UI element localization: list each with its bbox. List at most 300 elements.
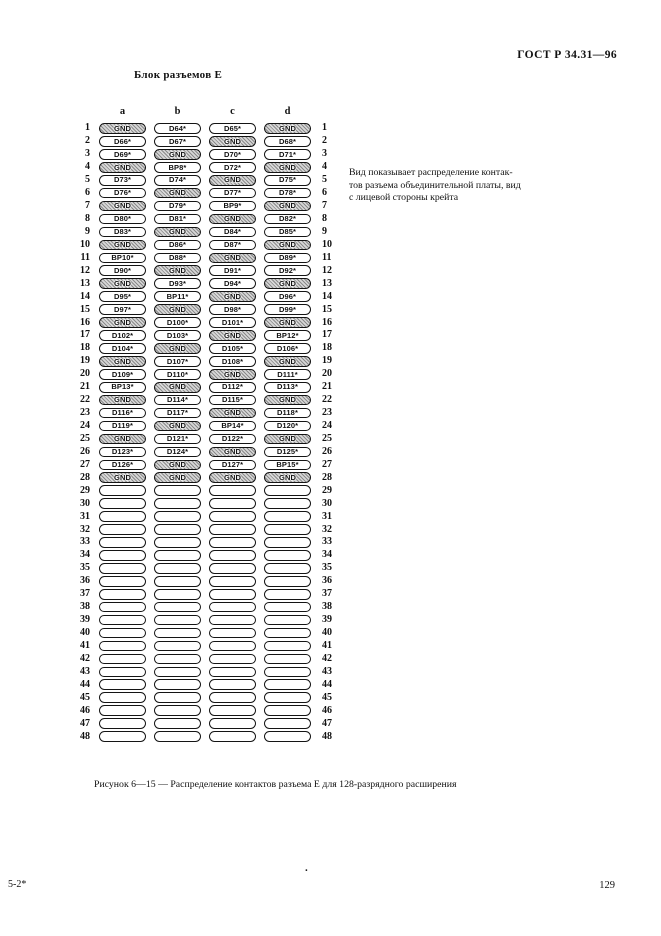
- row-number-left: 16: [80, 316, 90, 328]
- pin-cell: [205, 253, 260, 264]
- pin-label: D67*: [168, 136, 187, 146]
- pin-cell: [150, 330, 205, 341]
- pin-label: D118*: [277, 408, 298, 418]
- pin-36a: [99, 576, 146, 587]
- pin-20c: [209, 369, 256, 380]
- pin-46a: [99, 705, 146, 716]
- pin-label: GND: [224, 253, 241, 263]
- pin-label: GND: [279, 356, 296, 366]
- pin-row: [75, 122, 341, 135]
- pin-label: GND: [114, 162, 131, 172]
- pin-cell: [205, 654, 260, 665]
- pin-cell: [260, 550, 315, 561]
- pin-15d: [264, 304, 311, 315]
- pin-cell: [95, 537, 150, 548]
- pin-28a: [99, 472, 146, 483]
- pin-label: D86*: [168, 240, 187, 250]
- pin-cell: [205, 240, 260, 251]
- pin-11b: [154, 253, 201, 264]
- pin-33d: [264, 537, 311, 548]
- pin-cell: [150, 679, 205, 690]
- row-number-left: 47: [80, 717, 90, 729]
- pin-cell: [260, 434, 315, 445]
- pin-label: D101*: [221, 317, 244, 327]
- row-number-right: 9: [322, 225, 327, 237]
- pin-cell: [150, 149, 205, 160]
- pin-cell: [95, 718, 150, 729]
- pin-42c: [209, 654, 256, 665]
- pin-24d: [264, 421, 311, 432]
- pin-row: [75, 238, 341, 251]
- pin-21a: [99, 382, 146, 393]
- pin-label: GND: [224, 408, 241, 418]
- pin-cell: [95, 123, 150, 134]
- pin-18d: [264, 343, 311, 354]
- pin-cell: [205, 615, 260, 626]
- pin-row: [75, 200, 341, 213]
- pin-label: GND: [224, 369, 241, 379]
- pin-47c: [209, 718, 256, 729]
- pin-cell: [205, 511, 260, 522]
- row-number-left: 3: [85, 148, 90, 160]
- pin-37a: [99, 589, 146, 600]
- pin-37d: [264, 589, 311, 600]
- pin-label: D106*: [276, 343, 299, 353]
- pin-cell: [260, 421, 315, 432]
- pin-11a: [99, 253, 146, 264]
- pin-row: [75, 226, 341, 239]
- row-number-left: 29: [80, 484, 90, 496]
- pin-cell: [150, 408, 205, 419]
- pin-label: GND: [114, 356, 131, 366]
- pin-cell: [150, 253, 205, 264]
- row-number-right: 45: [322, 691, 332, 703]
- pin-4c: [209, 162, 256, 173]
- pin-18b: [154, 343, 201, 354]
- row-number-left: 2: [85, 135, 90, 147]
- pin-cell: [95, 434, 150, 445]
- pin-label: GND: [169, 421, 186, 431]
- pin-45c: [209, 692, 256, 703]
- pin-cell: [205, 563, 260, 574]
- pin-row: [75, 730, 341, 743]
- pin-26a: [99, 447, 146, 458]
- pin-cell: [205, 667, 260, 678]
- pin-29d: [264, 485, 311, 496]
- pin-cell: [260, 369, 315, 380]
- pin-8b: [154, 214, 201, 225]
- pin-row: [75, 187, 341, 200]
- row-number-right: 16: [322, 316, 332, 328]
- pin-cell: [150, 472, 205, 483]
- pin-14b: [154, 291, 201, 302]
- pin-30c: [209, 498, 256, 509]
- pin-label: GND: [114, 395, 131, 405]
- row-number-left: 38: [80, 601, 90, 613]
- pin-label: GND: [114, 473, 131, 483]
- pin-label: GND: [224, 291, 241, 301]
- pin-5d: [264, 175, 311, 186]
- pin-6c: [209, 188, 256, 199]
- row-number-right: 47: [322, 717, 332, 729]
- row-number-left: 34: [80, 549, 90, 561]
- pin-row: [75, 562, 341, 575]
- pin-label: D114*: [167, 395, 188, 405]
- pin-cell: [205, 537, 260, 548]
- pin-row: [75, 497, 341, 510]
- pin-24a: [99, 421, 146, 432]
- pin-cell: [95, 291, 150, 302]
- pin-cell: [260, 382, 315, 393]
- pin-13b: [154, 278, 201, 289]
- pin-cell: [95, 356, 150, 367]
- pin-40b: [154, 628, 201, 639]
- pin-label: D113*: [277, 382, 298, 392]
- pin-27c: [209, 460, 256, 471]
- row-number-left: 14: [80, 290, 90, 302]
- pin-35d: [264, 563, 311, 574]
- pin-label: GND: [169, 473, 186, 483]
- pin-41c: [209, 641, 256, 652]
- pin-31b: [154, 511, 201, 522]
- pin-row: [75, 640, 341, 653]
- page-number: 129: [599, 880, 615, 891]
- pin-cell: [260, 615, 315, 626]
- row-number-right: 21: [322, 381, 332, 393]
- row-number-left: 9: [85, 225, 90, 237]
- pin-label: D117*: [167, 408, 188, 418]
- row-number-left: 44: [80, 678, 90, 690]
- pin-4a: [99, 162, 146, 173]
- pin-label: D68*: [278, 136, 297, 146]
- row-number-left: 22: [80, 394, 90, 406]
- pin-6a: [99, 188, 146, 199]
- pin-cell: [150, 498, 205, 509]
- pin-42b: [154, 654, 201, 665]
- row-number-right: 35: [322, 562, 332, 574]
- pin-cell: [150, 123, 205, 134]
- row-number-left: 12: [80, 264, 90, 276]
- row-number-right: 7: [322, 200, 327, 212]
- pin-cell: [205, 395, 260, 406]
- pin-12c: [209, 265, 256, 276]
- row-number-right: 34: [322, 549, 332, 561]
- pin-cell: [205, 136, 260, 147]
- pin-cell: [205, 227, 260, 238]
- row-number-left: 46: [80, 704, 90, 716]
- pin-21d: [264, 382, 311, 393]
- pin-row: [75, 445, 341, 458]
- row-number-left: 45: [80, 691, 90, 703]
- pin-cell: [205, 731, 260, 742]
- pin-label: GND: [169, 460, 186, 470]
- row-number-right: 38: [322, 601, 332, 613]
- row-number-right: 25: [322, 432, 332, 444]
- pin-cell: [205, 602, 260, 613]
- pin-26c: [209, 447, 256, 458]
- pin-label: GND: [279, 162, 296, 172]
- pin-cell: [260, 201, 315, 212]
- pin-cell: [150, 602, 205, 613]
- pin-row: [75, 407, 341, 420]
- pin-cell: [95, 265, 150, 276]
- row-number-right: 31: [322, 510, 332, 522]
- pin-label: D122*: [221, 434, 244, 444]
- pin-label: D119*: [112, 421, 133, 431]
- pin-cell: [205, 175, 260, 186]
- pin-cell: [260, 576, 315, 587]
- pin-cell: [205, 460, 260, 471]
- pin-19a: [99, 356, 146, 367]
- pin-label: D102*: [111, 330, 134, 340]
- pin-cell: [150, 162, 205, 173]
- pin-row: [75, 458, 341, 471]
- pin-2d: [264, 136, 311, 147]
- pin-36c: [209, 576, 256, 587]
- pin-row: [75, 161, 341, 174]
- pin-label: D123*: [111, 447, 134, 457]
- stray-dot: .: [305, 862, 308, 874]
- pin-cell: [95, 679, 150, 690]
- pin-cell: [260, 524, 315, 535]
- row-number-right: 20: [322, 368, 332, 380]
- pin-cell: [260, 343, 315, 354]
- pin-label: D92*: [278, 266, 297, 276]
- pin-label: GND: [279, 434, 296, 444]
- pin-12b: [154, 265, 201, 276]
- pin-24c: [209, 421, 256, 432]
- pin-cell: [95, 602, 150, 613]
- pin-cell: [95, 498, 150, 509]
- pin-cell: [260, 718, 315, 729]
- pin-label: D99*: [278, 304, 297, 314]
- pin-cell: [260, 253, 315, 264]
- pin-label: D120*: [276, 421, 299, 431]
- pin-cell: [205, 628, 260, 639]
- pin-7d: [264, 201, 311, 212]
- pin-24b: [154, 421, 201, 432]
- row-number-right: 13: [322, 277, 332, 289]
- pin-label: D80*: [113, 214, 132, 224]
- row-number-left: 7: [85, 200, 90, 212]
- pin-20a: [99, 369, 146, 380]
- pin-cell: [95, 472, 150, 483]
- pin-row: [75, 510, 341, 523]
- pin-label: BP8*: [168, 162, 187, 172]
- pin-cell: [205, 188, 260, 199]
- pin-label: D110*: [167, 369, 188, 379]
- pin-cell: [150, 550, 205, 561]
- pin-45d: [264, 692, 311, 703]
- pin-cell: [260, 136, 315, 147]
- pin-label: BP11*: [166, 291, 189, 301]
- pin-44d: [264, 679, 311, 690]
- pin-1b: [154, 123, 201, 134]
- pin-cell: [150, 304, 205, 315]
- pin-46b: [154, 705, 201, 716]
- pin-7b: [154, 201, 201, 212]
- pin-25a: [99, 434, 146, 445]
- row-number-right: 19: [322, 355, 332, 367]
- pin-label: GND: [114, 278, 131, 288]
- pin-label: GND: [114, 201, 131, 211]
- pin-label: D98*: [223, 304, 242, 314]
- pin-label: D121*: [166, 434, 189, 444]
- pin-label: D65*: [223, 123, 242, 133]
- pin-label: D112*: [222, 382, 243, 392]
- pin-cell: [150, 175, 205, 186]
- pin-28b: [154, 472, 201, 483]
- row-number-right: 29: [322, 484, 332, 496]
- pin-36b: [154, 576, 201, 587]
- pin-27a: [99, 460, 146, 471]
- row-number-left: 33: [80, 536, 90, 548]
- pin-cell: [150, 343, 205, 354]
- pin-cell: [205, 278, 260, 289]
- pin-cell: [205, 343, 260, 354]
- row-number-right: 43: [322, 665, 332, 677]
- pin-cell: [150, 369, 205, 380]
- pin-cell: [260, 447, 315, 458]
- pin-8a: [99, 214, 146, 225]
- row-number-left: 43: [80, 665, 90, 677]
- pin-label: D88*: [168, 253, 187, 263]
- pin-39c: [209, 615, 256, 626]
- pin-cell: [150, 447, 205, 458]
- standard-number: ГОСТ Р 34.31—96: [517, 49, 617, 61]
- pin-23d: [264, 408, 311, 419]
- row-number-left: 27: [80, 458, 90, 470]
- pin-label: GND: [169, 149, 186, 159]
- pin-34b: [154, 550, 201, 561]
- pin-cell: [260, 356, 315, 367]
- pin-cell: [95, 278, 150, 289]
- pin-40d: [264, 628, 311, 639]
- pin-35c: [209, 563, 256, 574]
- row-number-right: 46: [322, 704, 332, 716]
- pin-row: [75, 704, 341, 717]
- pin-label: GND: [279, 317, 296, 327]
- row-number-left: 5: [85, 174, 90, 186]
- row-number-right: 18: [322, 342, 332, 354]
- pin-label: BP13*: [111, 382, 134, 392]
- pin-22b: [154, 395, 201, 406]
- pin-33a: [99, 537, 146, 548]
- pin-cell: [150, 524, 205, 535]
- row-number-left: 19: [80, 355, 90, 367]
- pin-cell: [205, 123, 260, 134]
- row-number-left: 48: [80, 730, 90, 742]
- pin-row: [75, 420, 341, 433]
- pin-cell: [95, 317, 150, 328]
- pin-cell: [205, 589, 260, 600]
- row-number-left: 42: [80, 652, 90, 664]
- pin-37c: [209, 589, 256, 600]
- pin-28c: [209, 472, 256, 483]
- pin-row: [75, 135, 341, 148]
- pin-cell: [205, 356, 260, 367]
- pin-cell: [95, 240, 150, 251]
- pin-row: [75, 264, 341, 277]
- pin-9d: [264, 227, 311, 238]
- pin-14c: [209, 291, 256, 302]
- pin-27b: [154, 460, 201, 471]
- pin-row: [75, 342, 341, 355]
- pin-label: D126*: [111, 460, 134, 470]
- pin-45a: [99, 692, 146, 703]
- pin-27d: [264, 460, 311, 471]
- pin-19d: [264, 356, 311, 367]
- row-number-right: 26: [322, 445, 332, 457]
- pin-cell: [150, 421, 205, 432]
- pin-label: D97*: [113, 304, 132, 314]
- pin-19b: [154, 356, 201, 367]
- pin-cell: [260, 679, 315, 690]
- pin-cell: [150, 589, 205, 600]
- pin-43b: [154, 667, 201, 678]
- pin-label: D107*: [166, 356, 189, 366]
- pin-10c: [209, 240, 256, 251]
- pin-21c: [209, 382, 256, 393]
- pin-cell: [260, 395, 315, 406]
- pin-39d: [264, 615, 311, 626]
- pin-22c: [209, 395, 256, 406]
- pin-label: D90*: [113, 266, 132, 276]
- pin-label: D84*: [223, 227, 242, 237]
- pin-label: D69*: [113, 149, 132, 159]
- pin-47d: [264, 718, 311, 729]
- pin-cell: [150, 317, 205, 328]
- pin-cell: [150, 434, 205, 445]
- pin-cell: [150, 382, 205, 393]
- pin-cell: [150, 692, 205, 703]
- pin-cell: [260, 317, 315, 328]
- pin-label: D96*: [278, 291, 297, 301]
- pin-11d: [264, 253, 311, 264]
- pin-15c: [209, 304, 256, 315]
- pin-3c: [209, 149, 256, 160]
- pin-cell: [150, 214, 205, 225]
- pin-label: D125*: [276, 447, 299, 457]
- pin-30b: [154, 498, 201, 509]
- pin-20d: [264, 369, 311, 380]
- pin-36d: [264, 576, 311, 587]
- pin-23b: [154, 408, 201, 419]
- pin-4b: [154, 162, 201, 173]
- pin-cell: [150, 356, 205, 367]
- pin-cell: [205, 421, 260, 432]
- pin-17d: [264, 330, 311, 341]
- pin-cell: [260, 667, 315, 678]
- pin-5c: [209, 175, 256, 186]
- pin-5a: [99, 175, 146, 186]
- row-number-left: 18: [80, 342, 90, 354]
- pin-31c: [209, 511, 256, 522]
- row-number-right: 23: [322, 407, 332, 419]
- pin-cell: [95, 460, 150, 471]
- pin-1a: [99, 123, 146, 134]
- row-number-right: 37: [322, 588, 332, 600]
- pin-label: GND: [279, 473, 296, 483]
- pin-cell: [150, 240, 205, 251]
- row-number-left: 17: [80, 329, 90, 341]
- pin-13c: [209, 278, 256, 289]
- pin-label: D81*: [168, 214, 187, 224]
- row-number-right: 1: [322, 122, 327, 134]
- pin-cell: [150, 460, 205, 471]
- pin-3b: [154, 149, 201, 160]
- pin-cell: [150, 537, 205, 548]
